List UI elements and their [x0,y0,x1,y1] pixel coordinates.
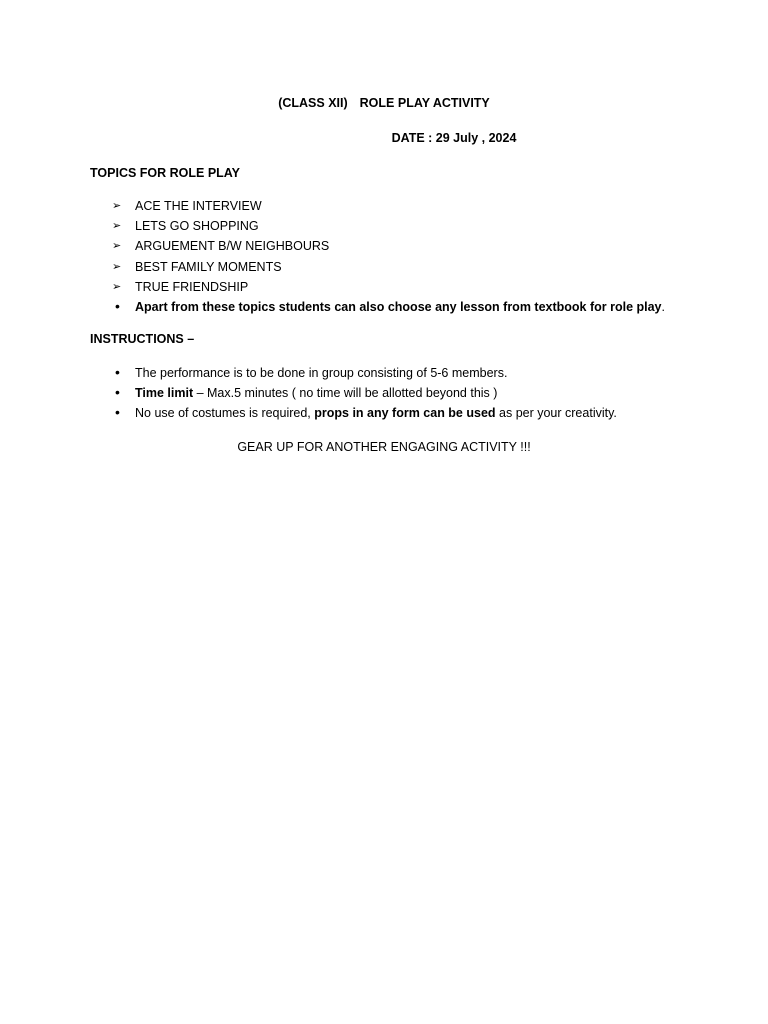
list-item [112,405,732,425]
list-item [112,238,732,258]
topics-heading: TOPICS FOR ROLE PLAY [90,166,241,180]
topics-note-end: . [661,299,665,314]
list-item [112,279,732,299]
time-limit-text: – Max.5 minutes ( no time will be allotted beyond this ) [193,386,498,401]
list-item [112,218,732,238]
topic-text: BEST FAMILY MOMENTS [135,259,282,274]
topic-text: ACE THE INTERVIEW [135,199,262,213]
instructions-heading: INSTRUCTIONS – [90,332,195,346]
list-item [112,198,732,218]
page-title [0,95,768,112]
time-limit-label: Time limit [135,386,194,401]
bullet-icon: • [115,364,120,380]
topic-text: LETS GO SHOPPING [135,219,259,234]
creativity-text: as per your creativity. [495,406,617,421]
props-text: props in any form can be used [314,406,496,421]
class-label: (CLASS XII) [278,96,348,110]
topics-note: Apart from these topics students can also choose any lesson from textbook for role play [135,299,662,314]
activity-date: DATE : 29 July , 2024 [391,131,517,145]
topics-list [112,198,732,319]
activity-title: ROLE PLAY ACTIVITY [359,96,490,110]
arrowhead-bullet-icon: ➢ [112,200,122,212]
arrowhead-bullet-icon: ➢ [112,280,122,293]
list-item [112,299,732,319]
list-item [112,385,732,405]
instructions-list [112,365,732,426]
list-item [112,365,732,385]
closing-line: GEAR UP FOR ANOTHER ENGAGING ACTIVITY !!! [237,440,531,454]
topic-text: ARGUEMENT B/W NEIGHBOURS [135,239,330,254]
bullet-icon: • [115,297,120,314]
topic-text: TRUE FRIENDSHIP [135,279,249,294]
bullet-icon: • [115,384,120,401]
bullet-icon: • [115,404,120,421]
costume-text: No use of costumes is required, [135,406,315,421]
arrowhead-bullet-icon: ➢ [112,240,122,253]
list-item [112,259,732,279]
arrowhead-bullet-icon: ➢ [112,220,122,233]
arrowhead-bullet-icon: ➢ [112,260,122,273]
instruction-text: The performance is to be done in group consisting of 5-6 members. [135,366,508,380]
